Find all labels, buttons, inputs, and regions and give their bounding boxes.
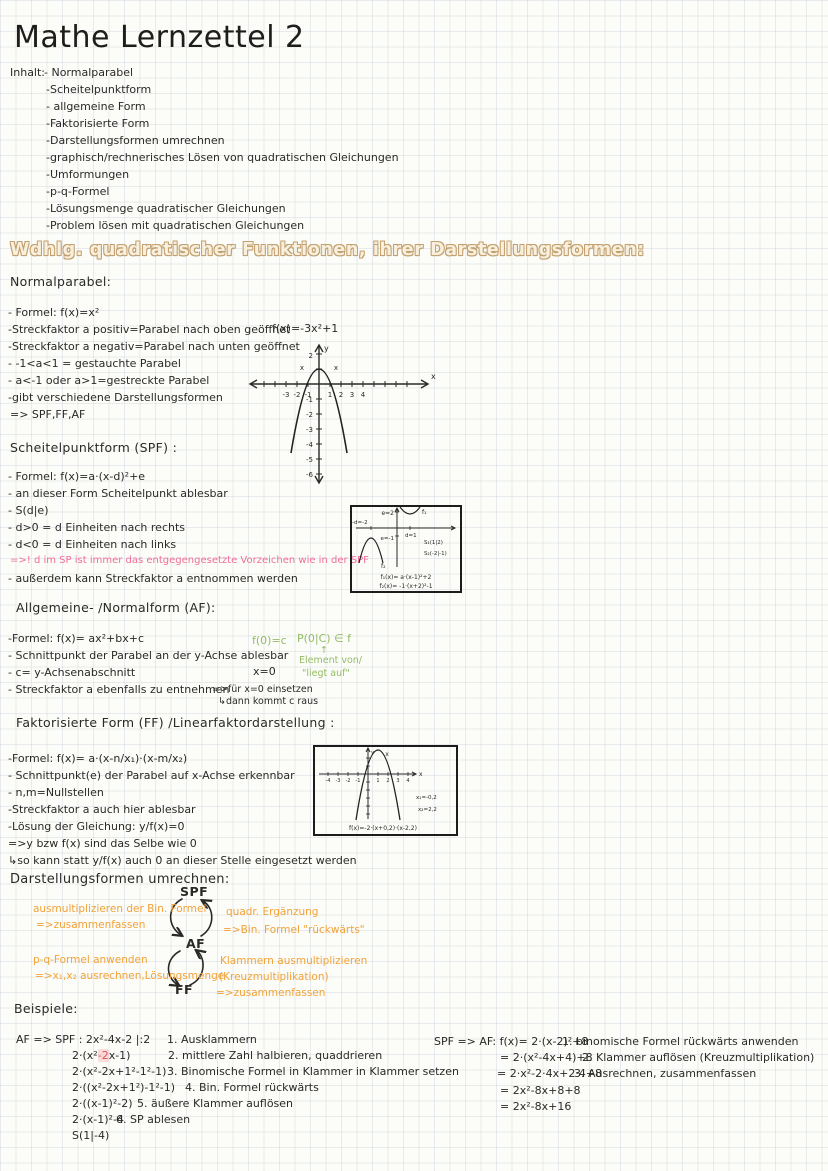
inhalt-item: -Problem lösen mit quadratischen Gleichungen <box>46 219 305 232</box>
bullet-line: - Schnittpunkt der Parabel an der y-Achse ablesbar <box>8 649 289 662</box>
conversion-note: =>zusammenfassen <box>36 919 146 931</box>
normalparabel-graph <box>245 340 440 490</box>
bullet-line: ↳so kann statt y/f(x) auch 0 an dieser Stelle eingesetzt werden <box>8 854 357 867</box>
formula-part: 2·(x² <box>72 1049 98 1062</box>
example-formula: = 2·x²-2·4x+2·4+8 <box>497 1067 603 1080</box>
label-d1: d=1 <box>405 533 417 539</box>
label-f1: f₁ <box>422 509 427 516</box>
bullet-line: - außerdem kann Streckfaktor a entnommen werden <box>8 572 298 585</box>
x-tick-label: 2 <box>338 391 344 399</box>
x-tick-label: 1 <box>327 391 333 399</box>
example-step-note: 3. Ausrechnen, zusammenfassen <box>574 1067 757 1080</box>
bullet-line: - Streckfaktor a ebenfalls zu entnehmen <box>8 683 230 696</box>
example-step-note: 6. SP ablesen <box>116 1113 191 1126</box>
example-step-note: 3. Binomische Formel in Klammer in Klammer setzen <box>167 1065 459 1078</box>
inhalt-item: -Darstellungsformen umrechnen <box>46 134 225 147</box>
af-heading: Allgemeine- /Normalform (AF): <box>16 600 216 615</box>
x-tick-label: 3 <box>396 778 400 784</box>
example-step-note: 2. Klammer auflösen (Kreuzmultiplikation) <box>582 1051 815 1064</box>
bullet-line: - d<0 = d Einheiten nach links <box>8 538 177 551</box>
bullet-line: - Formel: f(x)=a·(x-d)²+e <box>8 470 146 483</box>
main-heading: Wdhlg. quadratischer Funktionen, ihrer Darstellungsformen: <box>10 240 645 260</box>
normalparabel-heading: Normalparabel: <box>10 274 112 289</box>
ff-heading: Faktorisierte Form (FF) /Linearfaktordarstellung : <box>16 715 335 730</box>
bullet-line: -Formel: f(x)= a·(x-n/x₁)·(x-m/x₂) <box>8 752 188 765</box>
label-s2: S₂(-2|-1) <box>424 551 447 557</box>
example-step-note: 4. Bin. Formel rückwärts <box>185 1081 319 1094</box>
bullet-line: -Streckfaktor a auch hier ablesbar <box>8 803 196 816</box>
example-formula <box>72 1049 130 1062</box>
bullet-line: - Schnittpunkt(e) der Parabel auf x-Achse erkennbar <box>8 769 295 782</box>
x-tick-label: -2 <box>293 391 301 399</box>
green-element-von: Element von/ <box>299 655 363 666</box>
y-tick-label: -2 <box>306 411 313 419</box>
point-mark: x <box>333 364 339 372</box>
x-tick-label: 1 <box>376 778 380 784</box>
x-tick-label: -4 <box>325 778 331 784</box>
y-tick-label: -4 <box>306 441 313 449</box>
bullet-line: - a<-1 oder a>1=gestreckte Parabel <box>8 374 210 387</box>
bullet-line: -gibt verschiedene Darstellungsformen <box>8 391 223 404</box>
example-formula: 2·(x-1)²-4 <box>72 1113 124 1126</box>
green-point: P(0|C) ∈ f <box>297 632 352 645</box>
highlighted-term: -2 <box>97 1049 109 1062</box>
conversion-note: p-q-Formel anwenden <box>33 954 148 966</box>
x-tick-label: -3 <box>335 778 341 784</box>
node-spf: SPF <box>180 884 209 899</box>
inhalt-item: -Scheitelpunktform <box>46 83 152 96</box>
inhalt-item: - Normalparabel <box>44 66 134 79</box>
example-formula: S(1|-4) <box>72 1129 110 1142</box>
example-formula: = 2x²-8x+8+8 <box>500 1084 581 1097</box>
green-up-arrow-icon: ↑ <box>320 645 328 656</box>
conversion-note: =>zusammenfassen <box>216 987 326 999</box>
inhalt-item: -Faktorisierte Form <box>46 117 150 130</box>
umrechnen-heading: Darstellungsformen umrechnen: <box>10 872 230 887</box>
y-tick-label: -3 <box>306 426 313 434</box>
inhalt-item: -p-q-Formel <box>46 185 110 198</box>
inhalt-item: -graphisch/rechnerisches Lösen von quadratischen Gleichungen <box>46 151 399 164</box>
green-f0: f(0)=c <box>252 634 287 647</box>
x-tick-label: 4 <box>360 391 366 399</box>
parabola-up-f1 <box>400 507 420 514</box>
conversion-note: ausmultiplizieren der Bin. Formel <box>33 903 207 915</box>
inhalt-label: Inhalt: <box>10 66 46 79</box>
x-tick-label: -3 <box>282 391 290 399</box>
example-step-note: 2. mittlere Zahl halbieren, quaddrieren <box>168 1049 383 1062</box>
graph-function-label: f(x)=-3x²+1 <box>272 322 339 335</box>
conversion-note: Klammern ausmultiplizieren <box>220 955 368 967</box>
page-title: Mathe Lernzettel 2 <box>14 20 305 55</box>
formula-part: x-1) <box>108 1049 131 1062</box>
parabola-down-f2 <box>359 538 383 563</box>
y-tick-label: -6 <box>306 471 313 479</box>
box-formula-1: f₁(x)= a·(x-1)²+2 <box>380 574 432 581</box>
y-tick-label: -5 <box>306 456 313 464</box>
x-tick-label: -1 <box>355 778 361 784</box>
inhalt-item: - allgemeine Form <box>46 100 146 113</box>
label-f2: f₂ <box>381 563 386 570</box>
conversion-note: =>x₁,x₂ ausrechnen,Lösungsmenge <box>35 970 225 982</box>
inhalt-item: -Umformungen <box>46 168 130 181</box>
af-x0: x=0 <box>253 665 276 678</box>
af-hint-1: =>für x=0 einsetzen <box>212 684 313 695</box>
spf-pink-note: =>! d im SP ist immer das entgegengesetzte Vorzeichen wie in der SPF <box>10 555 369 566</box>
label-eneg: e=-1 <box>380 536 394 542</box>
x-axis-label: x <box>419 771 423 778</box>
bullet-line: - S(d|e) <box>8 504 49 517</box>
bullet-line: => SPF,FF,AF <box>10 408 86 421</box>
bullet-line: - -1<a<1 = gestauchte Parabel <box>8 357 181 370</box>
bullet-line: - n,m=Nullstellen <box>8 786 104 799</box>
example-formula: 2·((x-1)²-2) <box>72 1097 133 1110</box>
example-formula: SPF => AF: f(x)= 2·(x-2)²+8 <box>434 1035 589 1048</box>
x-tick-label: 3 <box>349 391 355 399</box>
bullet-line: - Formel: f(x)=x² <box>8 306 100 319</box>
example-step-note: 1. Ausklammern <box>167 1033 257 1046</box>
x-axis-label: x <box>431 372 436 381</box>
conversion-note: =>Bin. Formel "rückwärts" <box>223 924 365 936</box>
conversion-note: (Kreuzmultiplikation) <box>219 971 329 983</box>
example-formula: 2·((x²-2x+1²)-1²-1) <box>72 1081 176 1094</box>
example-formula: = 2x²-8x+16 <box>500 1100 572 1113</box>
node-ff: FF <box>175 982 194 997</box>
example-step-note: 1. binomische Formel rückwärts anwenden <box>562 1035 799 1048</box>
example-formula: AF => SPF : 2x²-4x-2 |:2 <box>16 1033 151 1046</box>
example-formula: 2·(x²-2x+1²-1²-1) <box>72 1065 167 1078</box>
green-liegt-auf: "liegt auf" <box>302 668 350 679</box>
bullet-line: - an dieser Form Scheitelpunkt ablesbar <box>8 487 228 500</box>
label-dneg: -d=-2 <box>352 520 368 526</box>
y-tick-label: 2 <box>308 352 313 360</box>
node-af: AF <box>186 936 206 951</box>
bullet-line: -Streckfaktor a positiv=Parabel nach oben geöffnet <box>8 323 291 336</box>
x-tick-label: 2 <box>386 778 390 784</box>
y-tick-label: -1 <box>306 396 313 404</box>
spf-heading: Scheitelpunktform (SPF) : <box>10 440 178 455</box>
bullet-line: -Lösung der Gleichung: y/f(x)=0 <box>8 820 185 833</box>
box-formula: f(x)=-2·(x+0,2)·(x-2,2) <box>349 825 417 832</box>
af-hint-2: ↳dann kommt c raus <box>218 696 319 707</box>
x-tick-label: 4 <box>406 778 410 784</box>
y-axis-label: y <box>371 750 374 756</box>
x-tick-label: -1 <box>304 391 312 399</box>
point-mark: x <box>385 751 389 758</box>
inhalt-item: -Lösungsmenge quadratischer Gleichungen <box>46 202 286 215</box>
example-step-note: 5. äußere Klammer auflösen <box>137 1097 294 1110</box>
bullet-line: - d>0 = d Einheiten nach rechts <box>8 521 186 534</box>
box-formula-2: f₂(x)= -1·(x+2)²-1 <box>379 583 433 590</box>
beispiele-heading: Beispiele: <box>14 1001 78 1016</box>
label-x2: x₂=2,2 <box>418 807 437 813</box>
example-formula: = 2·(x²-4x+4)+8 <box>500 1051 593 1064</box>
bullet-line: =>y bzw f(x) sind das Selbe wie 0 <box>8 837 197 850</box>
y-axis-label: y <box>324 344 329 353</box>
label-s1: S₁(1|2) <box>424 540 443 546</box>
spf-example-box <box>350 505 462 593</box>
conversion-note: quadr. Ergänzung <box>226 906 319 918</box>
label-x1: x₁=-0,2 <box>416 795 437 801</box>
bullet-line: - c= y-Achsenabschnitt <box>8 666 136 679</box>
bullet-line: -Streckfaktor a negativ=Parabel nach unten geöffnet <box>8 340 300 353</box>
parabola-curve <box>356 750 400 820</box>
x-tick-label: -2 <box>345 778 351 784</box>
point-mark: x <box>299 364 305 372</box>
label-e2: e=2 <box>381 510 394 517</box>
ff-example-box <box>313 745 458 836</box>
bullet-line: -Formel: f(x)= ax²+bx+c <box>8 632 145 645</box>
